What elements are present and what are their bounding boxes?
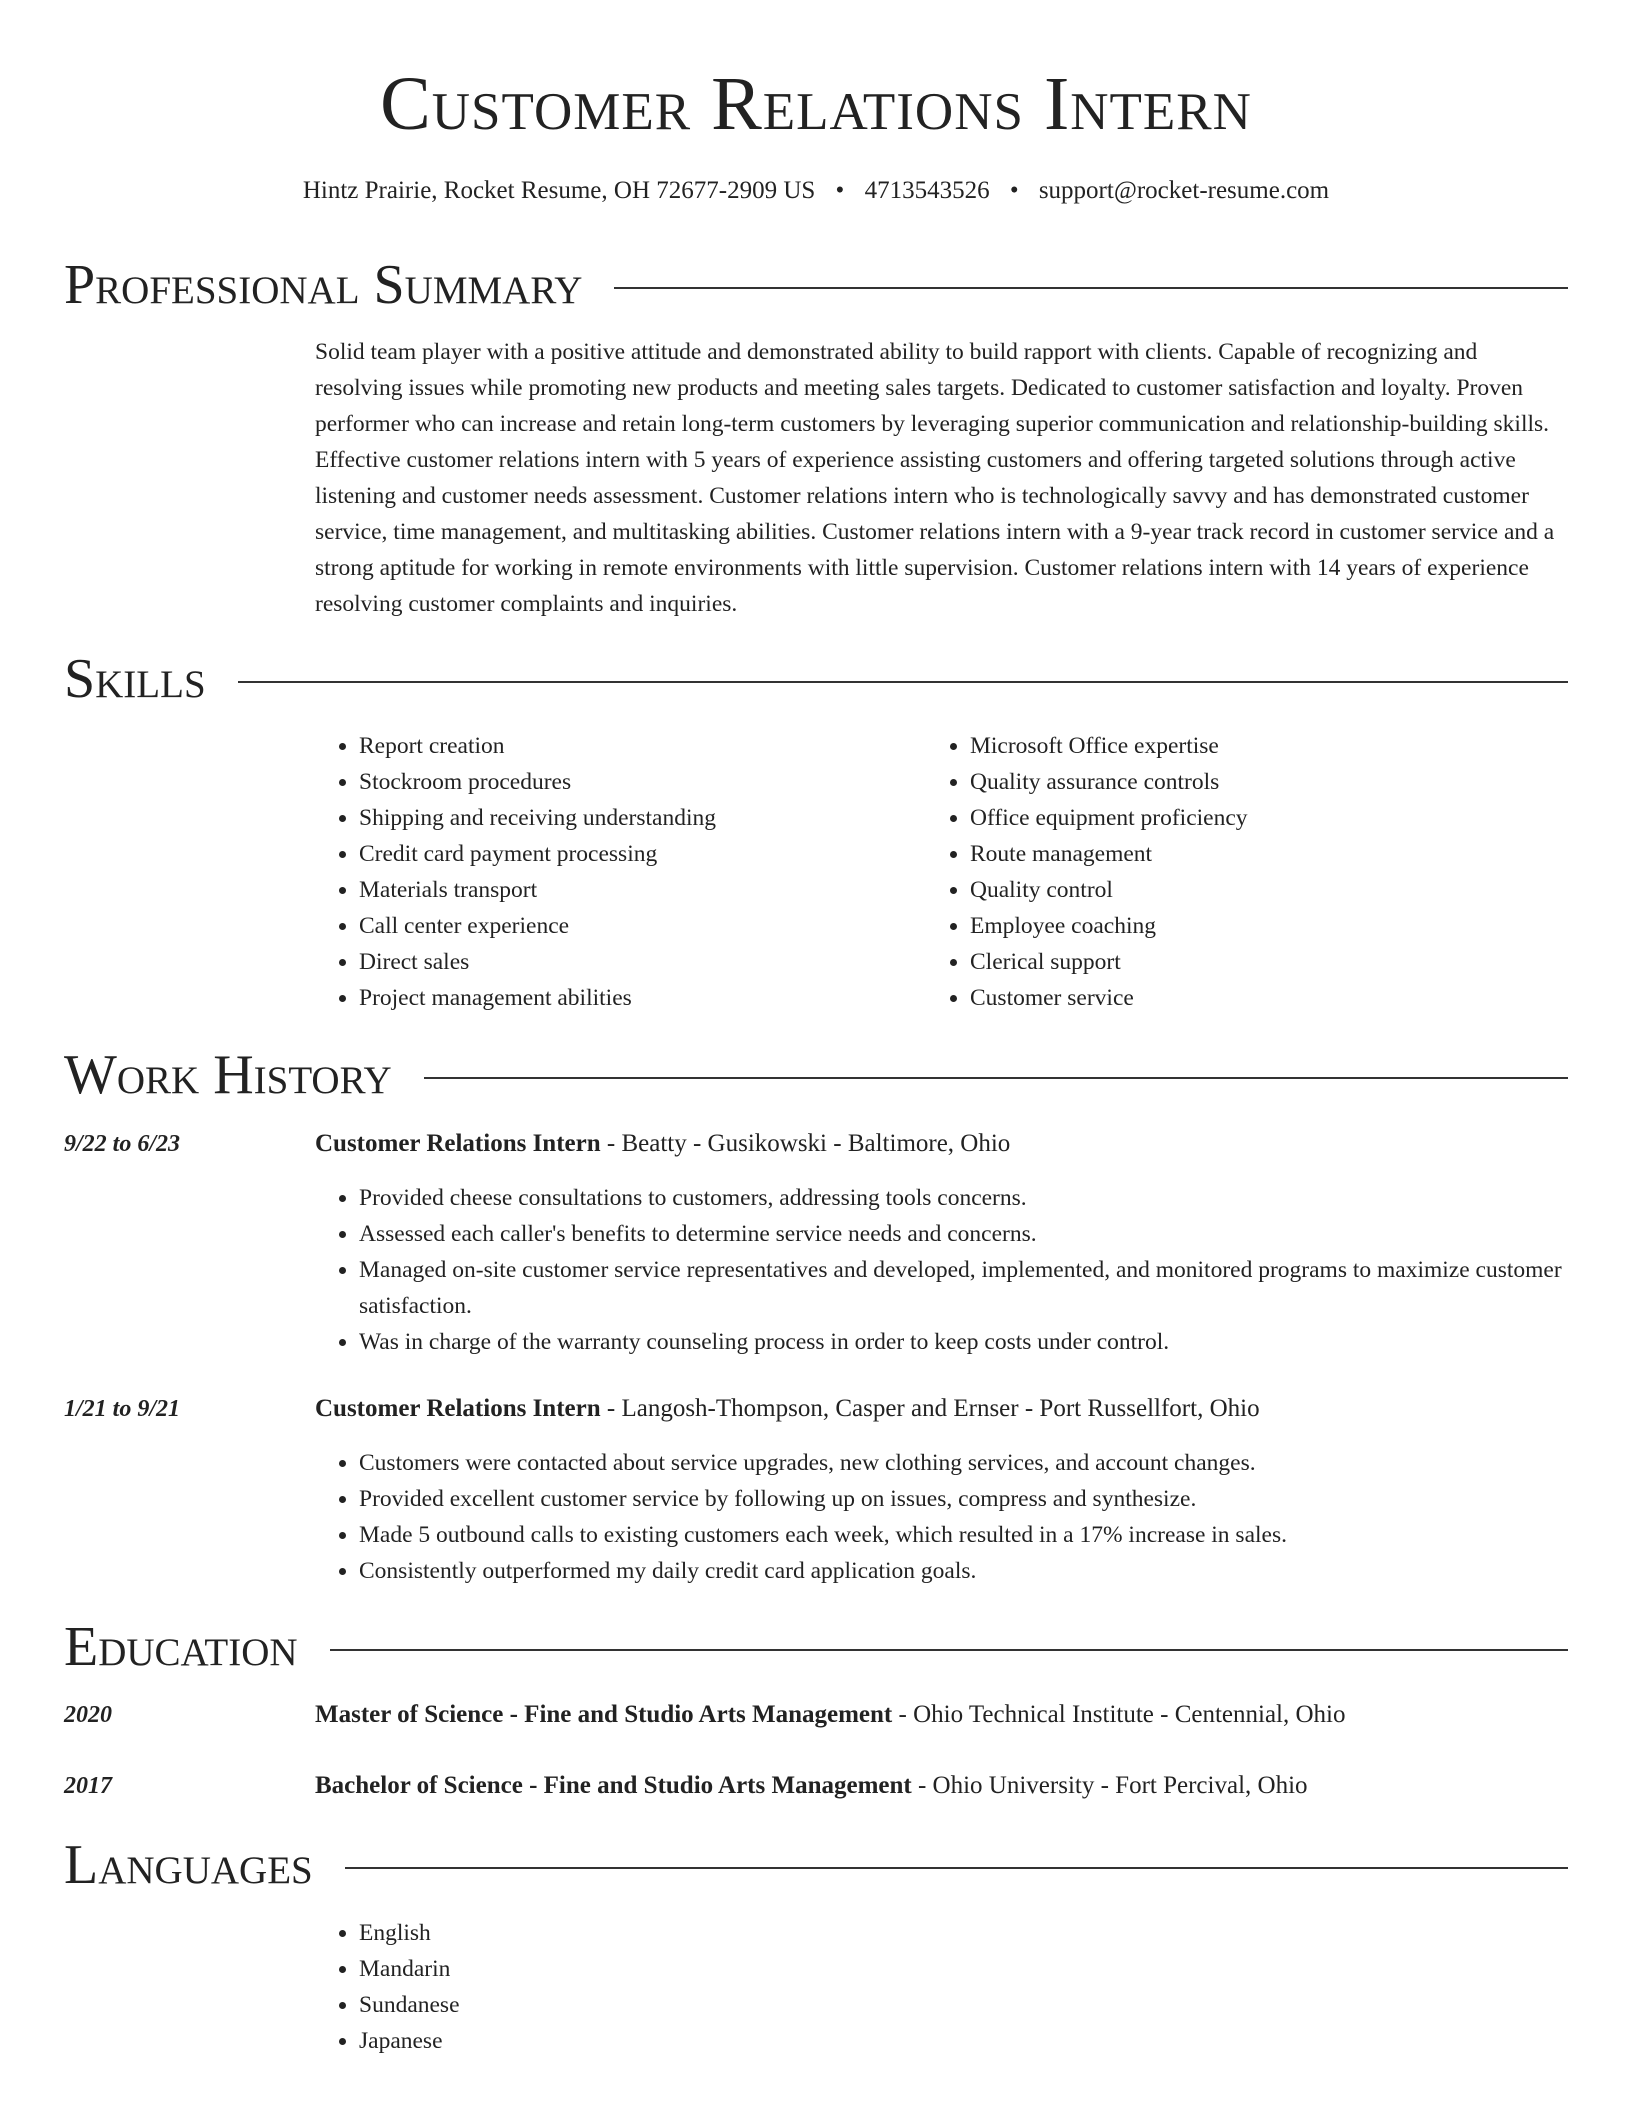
- skill-item: • Quality assurance controls: [970, 764, 1526, 800]
- job-bullet: • Provided cheese consultations to customers, addressing tools concerns.: [359, 1180, 1568, 1216]
- job-bullet: • Was in charge of the warranty counseling process in order to keep costs under control.: [359, 1324, 1568, 1360]
- languages-list: [315, 1915, 1568, 2059]
- skill-item: • Office equipment proficiency: [970, 800, 1526, 836]
- skill-item: • Materials transport: [359, 872, 915, 908]
- job-bullets: [315, 1445, 1568, 1589]
- section-divider: [614, 287, 1568, 289]
- resume-name: Customer Relations Intern: [380, 62, 1252, 146]
- contact-address: Hintz Prairie, Rocket Resume, OH 72677-2909 US: [302, 177, 816, 204]
- job-title-line: [315, 1391, 1568, 1427]
- work-section-header: [64, 1039, 1568, 1111]
- skills-left-column: [315, 728, 915, 1016]
- summary-section-header: [64, 249, 1568, 321]
- languages-list-wrapper: [315, 1915, 1568, 2059]
- skill-item: • Microsoft Office expertise: [970, 728, 1526, 764]
- section-divider: [424, 1077, 1568, 1079]
- skill-item: • Customer service: [970, 980, 1526, 1016]
- bullet-separator: •: [835, 177, 845, 204]
- skills-section-header: [64, 643, 1568, 715]
- skill-item: • Direct sales: [359, 944, 915, 980]
- language-item: • Sundanese: [359, 1987, 1568, 2023]
- languages-section-header: [64, 1829, 1568, 1901]
- job-role: Customer Relations Intern: [315, 1130, 601, 1157]
- skill-item: • Call center experience: [359, 908, 915, 944]
- job-title-line: [315, 1126, 1568, 1162]
- skills-title: Skills: [64, 648, 206, 710]
- skills-right-list: [926, 728, 1526, 1016]
- job-details: - Langosh-Thompson, Casper and Ernser - Port Russellfort, Ohio: [600, 1395, 1260, 1422]
- skill-item: • Route management: [970, 836, 1526, 872]
- job-bullet: • Provided excellent customer service by following up on issues, compress and synthesize.: [359, 1481, 1568, 1517]
- language-item: • Japanese: [359, 2023, 1568, 2059]
- contact-phone: 4713543526: [864, 177, 990, 204]
- education-details: - Ohio University - Fort Percival, Ohio: [911, 1772, 1308, 1799]
- contact-email: support@rocket-resume.com: [1038, 177, 1330, 204]
- education-line: [315, 1697, 1568, 1733]
- skills-left-list: [315, 728, 915, 1016]
- job-dates: 1/21 to 9/21: [64, 1396, 181, 1422]
- job-bullets: [315, 1180, 1568, 1360]
- section-divider: [330, 1649, 1568, 1651]
- skill-item: • Credit card payment processing: [359, 836, 915, 872]
- education-title: Education: [64, 1616, 298, 1678]
- job-bullet: • Consistently outperformed my daily credit card application goals.: [359, 1553, 1568, 1589]
- skills-right-column: [926, 728, 1526, 1016]
- language-item: • Mandarin: [359, 1951, 1568, 1987]
- work-title: Work History: [64, 1044, 392, 1106]
- skill-item: • Project management abilities: [359, 980, 915, 1016]
- bullet-separator: •: [1009, 177, 1019, 204]
- language-item: • English: [359, 1915, 1568, 1951]
- job-dates: 9/22 to 6/23: [64, 1131, 181, 1157]
- job-bullet-list: [315, 1180, 1568, 1360]
- skill-item: • Employee coaching: [970, 908, 1526, 944]
- education-degree: Bachelor of Science - Fine and Studio Arts Management: [315, 1772, 912, 1799]
- languages-title: Languages: [64, 1834, 313, 1896]
- skill-item: • Stockroom procedures: [359, 764, 915, 800]
- section-divider: [238, 681, 1568, 683]
- summary-text: Solid team player with a positive attitude and demonstrated ability to build rapport with clients. Capable of recognizing and resolving issues while promoting new products and meeting sales targets. Dedicated to customer satisfaction and loyalty. Proven performer who can increase and retain long-term customers by leveraging superior communication and relationship-building skills. Effective customer relations intern with 5 years of experience assisting customers and offering targeted solutions through active listening and customer needs assessment. Customer relations intern who is technologically savvy and has demonstrated customer service, time management, and multitasking abilities. Customer relations intern with a 9-year track record in customer service and a strong aptitude for working in remote environments with little supervision. Customer relations intern with 14 years of experience resolving customer complaints and inquiries.: [315, 339, 1555, 617]
- job-details: - Beatty - Gusikowski - Baltimore, Ohio: [600, 1130, 1011, 1157]
- job-role: Customer Relations Intern: [315, 1395, 601, 1422]
- section-divider: [345, 1867, 1568, 1869]
- job-bullet: • Managed on-site customer service representatives and developed, implemented, and monitored programs to maximize customer satisfaction.: [359, 1252, 1568, 1324]
- skill-item: • Clerical support: [970, 944, 1526, 980]
- skill-item: • Shipping and receiving understanding: [359, 800, 915, 836]
- education-line: [315, 1768, 1568, 1804]
- job-bullet: • Assessed each caller's benefits to determine service needs and concerns.: [359, 1216, 1568, 1252]
- education-details: - Ohio Technical Institute - Centennial, Ohio: [892, 1701, 1346, 1728]
- skill-item: • Report creation: [359, 728, 915, 764]
- job-bullet: • Made 5 outbound calls to existing customers each week, which resulted in a 17% increase in sales.: [359, 1517, 1568, 1553]
- job-bullet: • Customers were contacted about service upgrades, new clothing services, and account changes.: [359, 1445, 1568, 1481]
- summary-title: Professional Summary: [64, 254, 583, 316]
- job-bullet-list: [315, 1445, 1568, 1589]
- education-year: 2020: [64, 1702, 112, 1728]
- education-year: 2017: [64, 1773, 112, 1799]
- skill-item: • Quality control: [970, 872, 1526, 908]
- education-degree: Master of Science - Fine and Studio Arts Management: [315, 1701, 893, 1728]
- education-section-header: [64, 1611, 1568, 1683]
- contact-line: [64, 173, 1568, 209]
